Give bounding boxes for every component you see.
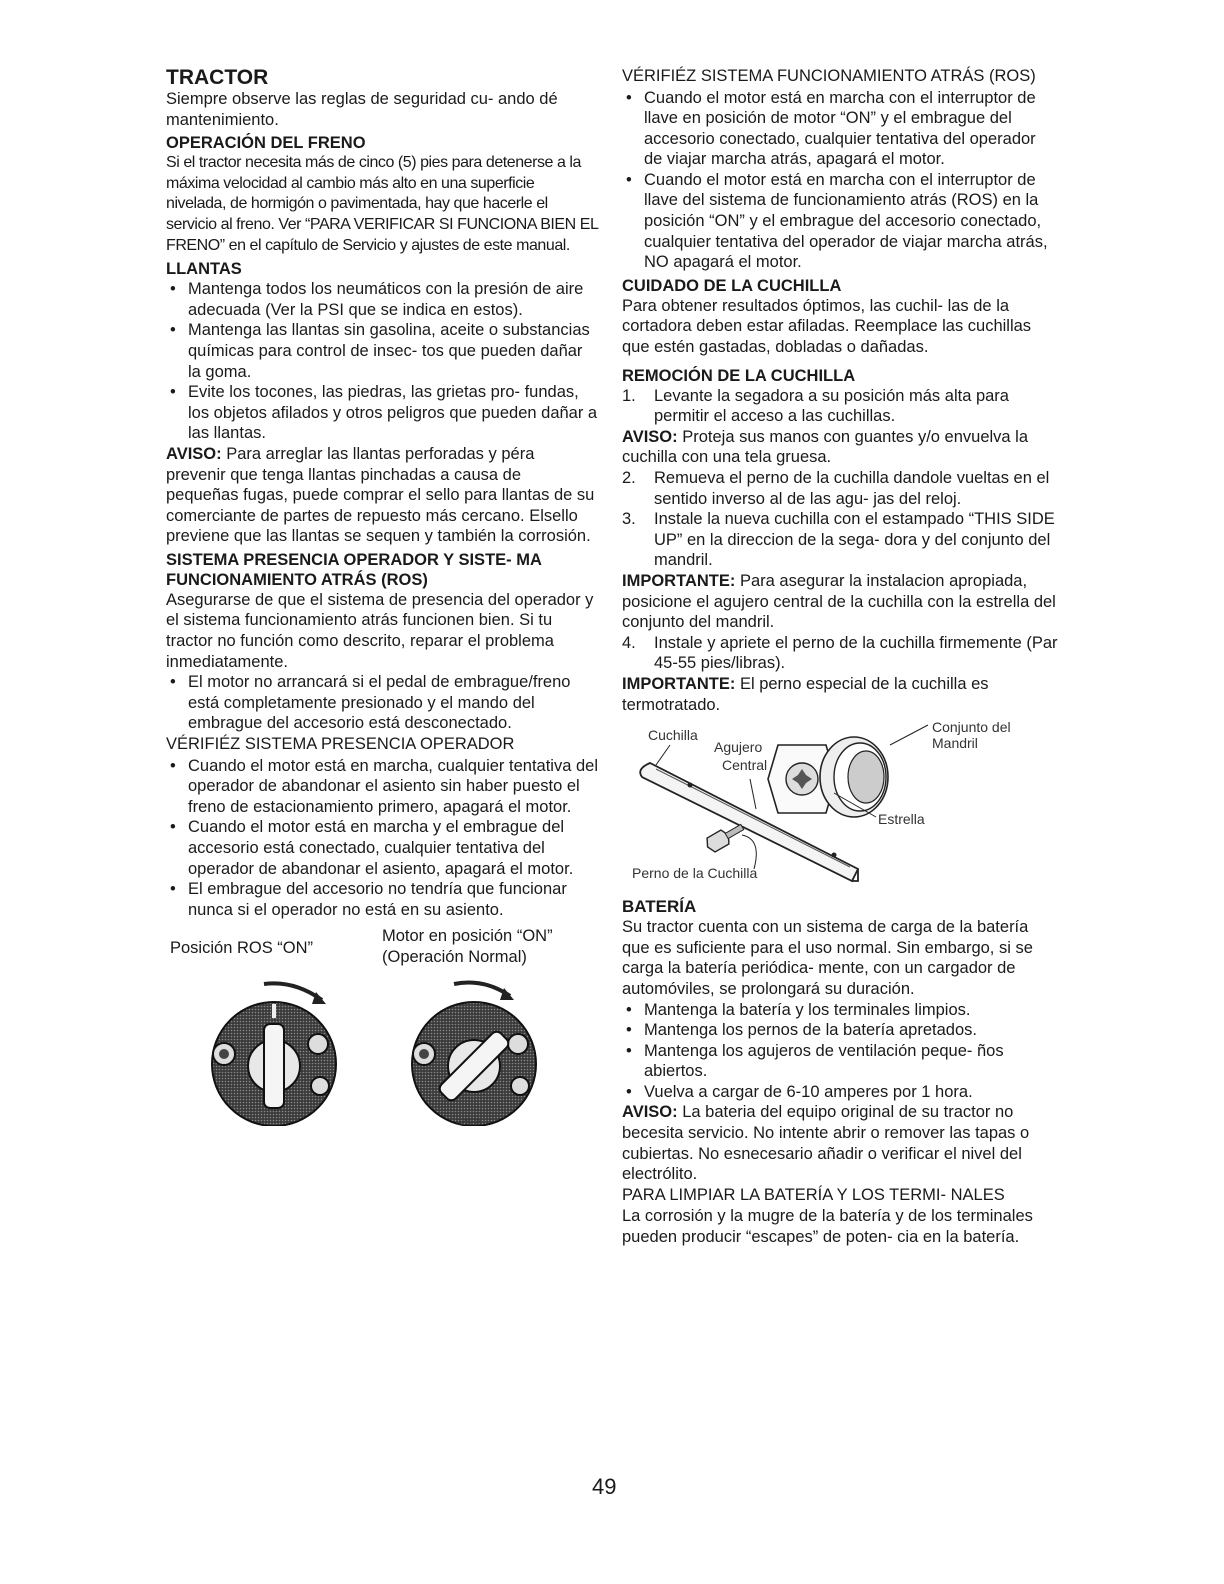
label-conjunto: Conjunto del [932, 719, 1011, 736]
limpiar-text: La corrosión y la mugre de la batería y de los terminales pueden producir “escapes” de poten- cia en la batería. [622, 1207, 1033, 1246]
list-item: • Mantenga las llantas sin gasolina, aceite o substancias químicas para control de insec- tos que pueden dañar la goma. [170, 321, 590, 381]
blade-diagram [622, 719, 1058, 889]
bateria-text: Su tractor cuenta con un sistema de carga de la batería que es suficiente para el uso normal. Sin embargo, si se carga la batería periódica- mente, con un cargador de automóviles, se prolongará su duración. [622, 918, 1033, 998]
heading-llantas: LLANTAS [166, 260, 242, 279]
heading-verifiez-presencia: VÉRIFIÉZ SISTEMA PRESENCIA OPERADOR [166, 735, 515, 754]
heading-verifiez-ros: VÉRIFIÉZ SISTEMA FUNCIONAMIENTO ATRÁS (ROS) [622, 67, 1036, 85]
list-item: • Mantenga todos los neumáticos con la presión de aire adecuada (Ver la PSI que se indica en estos). [170, 280, 584, 319]
importante-2: IMPORTANTE: El perno especial de la cuchilla es termotratado. [622, 674, 989, 714]
cuidado-text: Para obtener resultados óptimos, las cuchil- las de la cortadora deben estar afiladas. Reemplace las cuchillas que estén gastadas, dobladas o dañadas. [622, 296, 1032, 357]
verif-presencia-list [166, 756, 598, 921]
label-perno: Perno de la Cuchilla [632, 865, 758, 882]
freno-text: Si el tractor necesita más de cinco (5) pies para detenerse a la máxima velocidad al cambio más alto en una superficie nivelada, de hormigón o pavimentada, hay que hacerle el servicio al freno. Ver “PARA VERIFICAR SI FUNCIONA BIEN EL FRENO” en el capítulo de Servicio y ajustes de este manual. [166, 154, 598, 254]
list-item: • El motor no arrancará si el pedal de embrague/freno está completamente presionado y el mando del embrague del accesorio está desconectado. [170, 673, 571, 733]
key-switch-figure [166, 926, 598, 1126]
remocion-steps-3 [622, 633, 1058, 674]
left-column [166, 66, 598, 1126]
heading-cuidado-cuchilla: CUIDADO DE LA CUCHILLA [622, 276, 842, 295]
heading-remocion-cuchilla: REMOCIÓN DE LA CUCHILLA [622, 366, 856, 385]
right-column [622, 66, 1058, 1248]
heading-bateria: BATERÍA [622, 897, 697, 917]
list-item: 1. Levante la segadora a su posición más alta para permitir el acceso a las cuchillas. [622, 386, 1009, 426]
label-agujero: Agujero [714, 739, 763, 756]
ros-key-switch-icon [194, 978, 364, 1126]
caption-operacion-normal: (Operación Normal) [382, 948, 527, 967]
figure-code: 02838 [456, 1117, 482, 1128]
heading-sistema-presencia: SISTEMA PRESENCIA OPERADOR Y SISTE- MA FUNCIONAMIENTO ATRÁS (ROS) [166, 550, 542, 589]
verif-ros-list [622, 88, 1058, 273]
bateria-list [622, 1000, 1058, 1103]
llantas-list [166, 279, 598, 444]
blade-spindle-icon [622, 719, 1058, 889]
remocion-steps-1 [622, 386, 1058, 427]
list-item: • Evite los tocones, las piedras, las grietas pro- fundas, los objetos afilados y otros peligros que pueden dañar a las llantas. [170, 383, 598, 443]
sistema-list [166, 672, 598, 734]
label-central: Central [722, 757, 768, 774]
list-item: • Mantenga los agujeros de ventilación peque- ños abiertos. [626, 1041, 1004, 1081]
motor-key-switch-icon [394, 978, 564, 1126]
aviso-bateria: AVISO: La bateria del equipo original de su tractor no becesita servicio. No intente abrir o remover las tapas o cubiertas. No esnecesario añadir o verificar el nivel del electrólito. [622, 1103, 1030, 1184]
importante-1: IMPORTANTE: Para asegurar la instalacion apropiada, posicione el agujero central de la cuchilla con la estrella del conjunto del mandril. [622, 571, 1056, 632]
intro-text: Siempre observe las reglas de seguridad cu- ando dé mantenimiento. [166, 90, 558, 129]
list-item: • Cuando el motor está en marcha, cualquier tentativa del operador de abandonar el asiento sin haber puesto el freno de estacionamiento primero, apagará el motor. [170, 756, 598, 816]
remocion-steps-2 [622, 468, 1058, 571]
label-estrella: Estrella [878, 811, 925, 828]
list-item: • Cuando el motor está en marcha con el interruptor de llave en posición de motor “ON” y el embrague del accesorio conectado, cualquier tentativa del operador de viajar marcha atrás, apagará el motor. [626, 88, 1036, 169]
heading-operacion-freno: OPERACIÓN DEL FRENO [166, 134, 366, 153]
label-mandril: Mandril [932, 735, 978, 752]
list-item: 2. Remueva el perno de la cuchilla dandole vueltas en el sentido inverso al de las agu- jas del reloj. [622, 469, 1050, 508]
list-item: • Mantenga los pernos de la batería apretados. [626, 1021, 977, 1040]
caption-ros-on: Posición ROS “ON” [170, 939, 314, 958]
section-title-tractor: TRACTOR [166, 66, 269, 89]
list-item: • Cuando el motor está en marcha y el embrague del accesorio está conectado, cualquier tentativa del operador de abandonar el asiento, apagará el motor. [170, 818, 574, 878]
caption-motor-on: Motor en posición “ON” [382, 927, 553, 946]
list-item: • Mantenga la batería y los terminales limpios. [626, 1000, 971, 1019]
list-item: 4. Instale y apriete el perno de la cuchilla firmemente (Par 45-55 pies/libras). [622, 633, 1058, 673]
list-item: • El embrague del accesorio no tendría que funcionar nunca si el operador no está en su asiento. [170, 880, 567, 919]
list-item: 3. Instale la nueva cuchilla con el estampado “THIS SIDE UP” en la direccion de la sega- dora y del conjunto del mandril. [622, 510, 1055, 570]
heading-limpiar-bateria: PARA LIMPIAR LA BATERÍA Y LOS TERMI- NALES [622, 1185, 1005, 1204]
label-cuchilla: Cuchilla [648, 727, 698, 744]
page-number: 49 [592, 1474, 617, 1499]
aviso-llantas: AVISO: Para arreglar las llantas perforadas y péra prevenir que tenga llantas pinchadas a causa de pequeñas fugas, puede comprar el sello para llantas de su comerciante de partes de repuesto más cercano. Elsello previene que las llantas se sequen y también la corrosión. [166, 444, 595, 546]
list-item: • Vuelva a cargar de 6-10 amperes por 1 hora. [626, 1082, 973, 1101]
aviso-guantes: AVISO: Proteja sus manos con guantes y/o envuelva la cuchilla con una tela gruesa. [622, 427, 1029, 467]
list-item: • Cuando el motor está en marcha con el interruptor de llave del sistema de funcionamiento atrás (ROS) en la posición “ON” y el embrague del accesorio conectado, cualquier tentativa del operador de viajar marcha atrás, NO apagará el motor. [626, 170, 1048, 272]
sistema-text: Asegurarse de que el sistema de presencia del operador y el sistema funcionamiento atrás funcionen bien. Si tu tractor no función como descrito, reparar el problema inmediatamente. [166, 590, 594, 671]
